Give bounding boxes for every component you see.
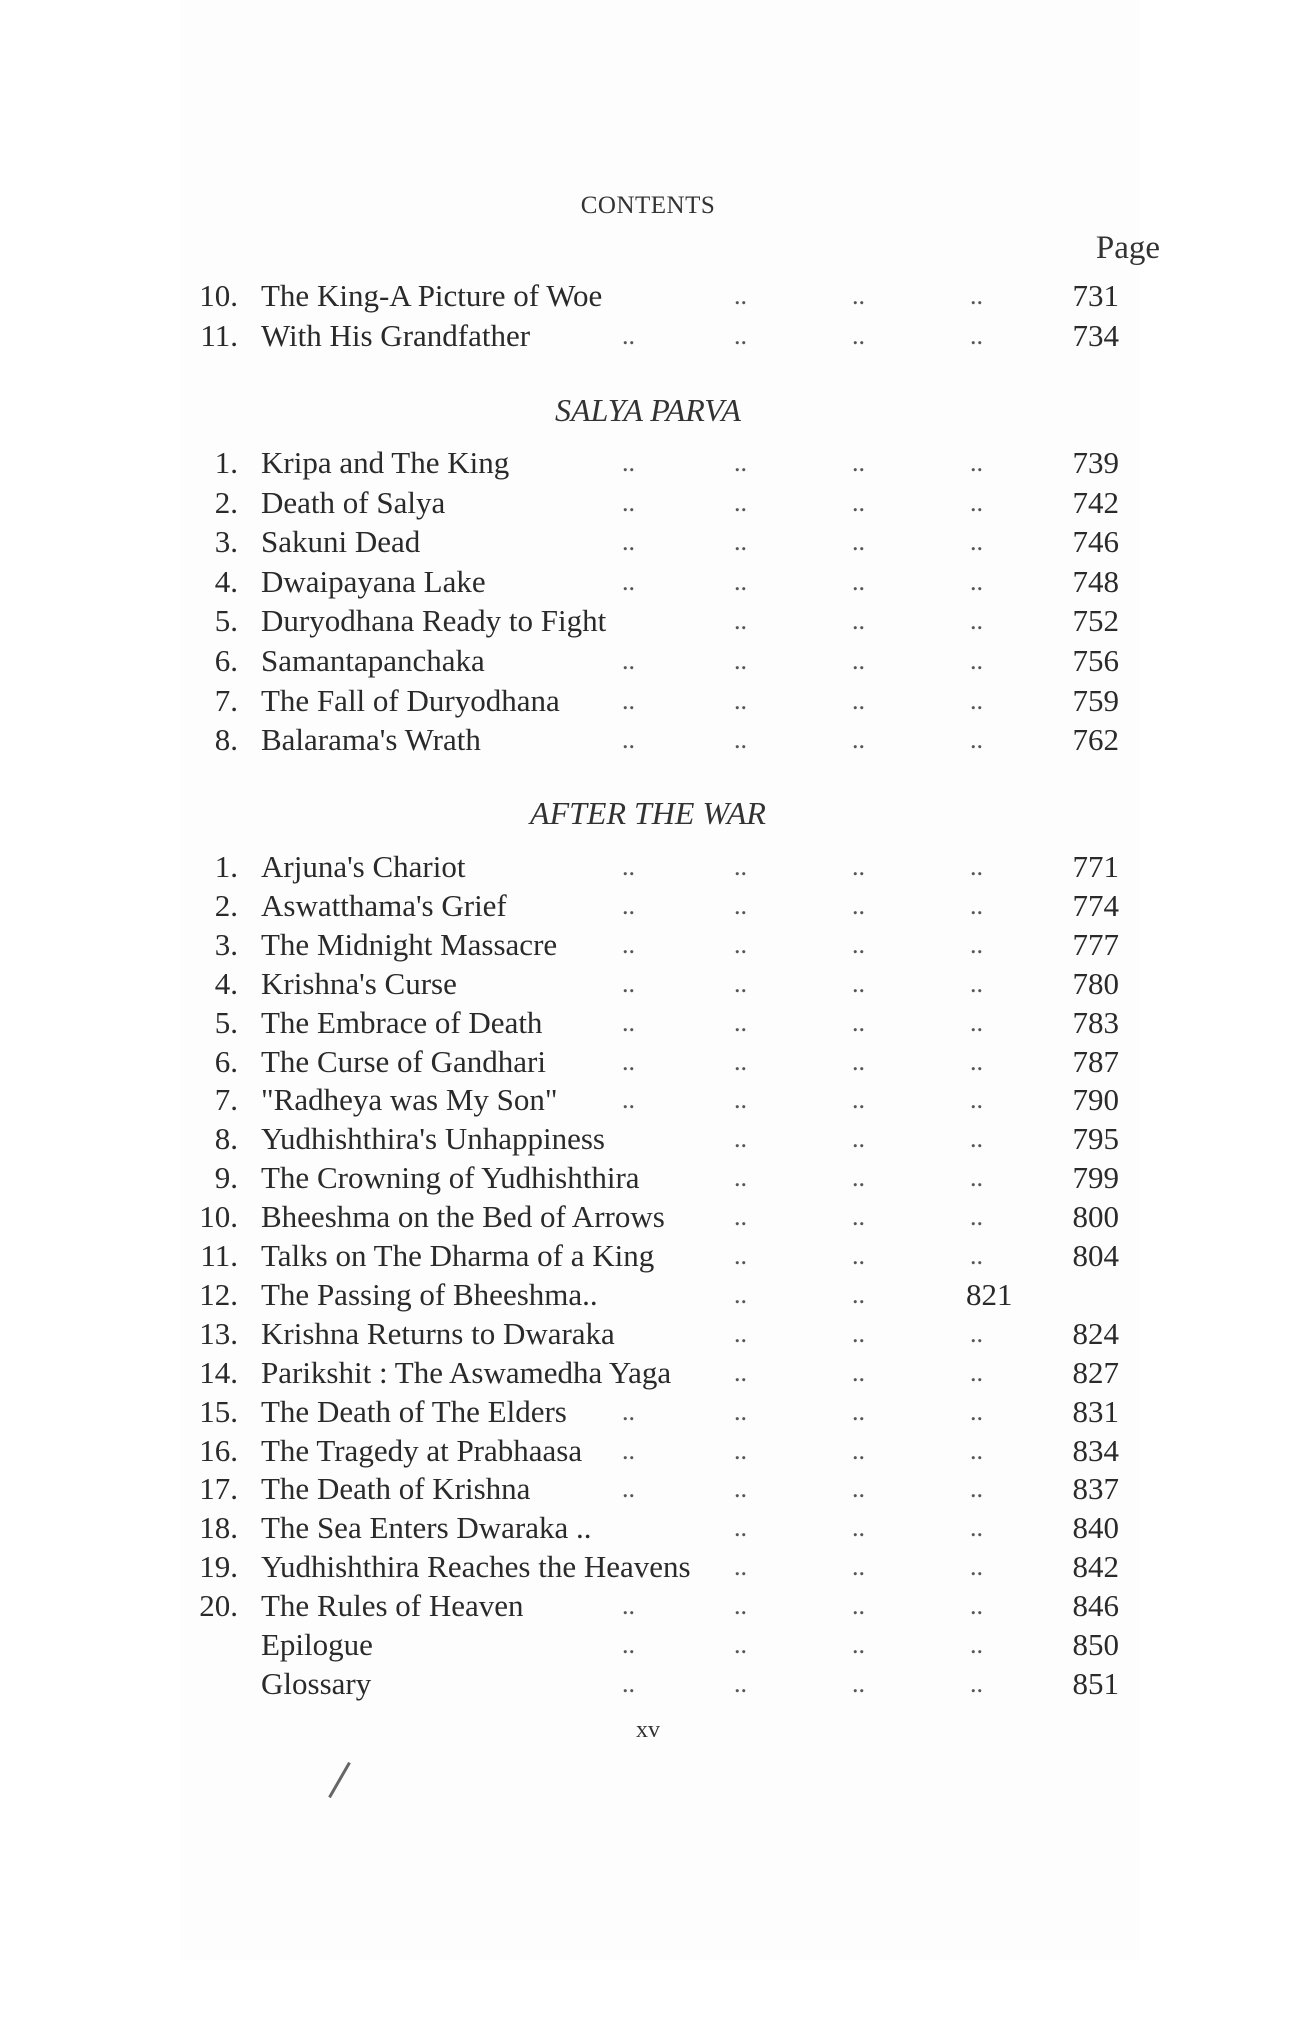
leader-dots: .. (622, 1591, 635, 1621)
entry-page: 780 (1072, 965, 1119, 1001)
entry-page: 790 (1072, 1082, 1119, 1118)
entry-title: The Fall of Duryodhana (261, 682, 560, 718)
toc-entry (0, 1080, 1296, 1120)
leader-dots: .. (734, 1513, 747, 1543)
leader-dots: .. (970, 448, 983, 477)
leader-dots: .. (970, 1007, 983, 1037)
leader-dots: .. (734, 1591, 747, 1621)
leader-dots: .. (622, 1474, 635, 1504)
entry-title: The Death of The Elders (261, 1393, 567, 1429)
entry-page: 842 (1072, 1549, 1119, 1585)
entry-number: 3. (214, 524, 238, 560)
toc-entry (0, 1119, 1296, 1159)
entry-number: 1. (214, 445, 238, 480)
leader-dots: .. (852, 448, 865, 477)
toc-entry (0, 964, 1296, 1004)
leader-dots: .. (852, 1396, 865, 1426)
entry-number: 5. (214, 603, 238, 639)
leader-dots: .. (970, 1474, 983, 1504)
leader-dots: .. (622, 566, 635, 596)
entry-number: 20. (199, 1588, 238, 1624)
leader-dots: .. (734, 1396, 747, 1426)
toc-entry (0, 1158, 1296, 1198)
leader-dots: .. (734, 448, 747, 477)
leader-dots: .. (734, 852, 747, 881)
leader-dots: .. (970, 1435, 983, 1465)
entry-number: 10. (199, 278, 238, 313)
entry-page: 748 (1072, 563, 1119, 599)
leader-dots: .. (734, 606, 747, 636)
leader-dots: .. (734, 1279, 747, 1309)
entry-number: 4. (214, 563, 238, 599)
entry-title: Epilogue (261, 1627, 373, 1662)
leader-dots: .. (734, 1046, 747, 1076)
leader-dots: .. (852, 1241, 865, 1270)
toc-entry (0, 1586, 1296, 1626)
entry-page: 787 (1072, 1043, 1119, 1079)
entry-title: Aswatthama's Grief (261, 887, 507, 923)
leader-dots: .. (622, 725, 635, 755)
entry-number: 11. (200, 1238, 238, 1273)
entry-page: 840 (1072, 1510, 1119, 1546)
entry-title: The Rules of Heaven (261, 1588, 524, 1624)
entry-page: 771 (1072, 849, 1119, 884)
leader-dots: .. (970, 1591, 983, 1621)
entry-page: 799 (1072, 1160, 1119, 1196)
toc-entry (0, 601, 1296, 641)
entry-page: 783 (1072, 1004, 1119, 1040)
leader-dots: .. (622, 890, 635, 920)
toc-entry (0, 925, 1296, 965)
toc-entry (0, 483, 1296, 523)
toc-entry (0, 1275, 1296, 1315)
leader-dots: .. (970, 852, 983, 881)
leader-dots: .. (622, 1046, 635, 1076)
toc-entry (0, 1353, 1296, 1393)
leader-dots: .. (734, 1124, 747, 1154)
leader-dots: .. (970, 1124, 983, 1154)
leader-dots: .. (622, 1630, 635, 1659)
leader-dots: .. (622, 1435, 635, 1465)
leader-dots: .. (970, 1163, 983, 1193)
leader-dots: .. (734, 725, 747, 755)
leader-dots: .. (622, 1396, 635, 1426)
leader-dots: .. (970, 929, 983, 959)
leader-dots: .. (734, 1552, 747, 1582)
toc-entry (0, 276, 1296, 316)
leader-dots: .. (734, 929, 747, 959)
leader-dots: .. (734, 566, 747, 596)
entry-number: 8. (214, 1121, 238, 1157)
entry-page: 850 (1072, 1627, 1119, 1662)
entry-title: Dwaipayana Lake (261, 563, 486, 599)
entry-page: 777 (1072, 926, 1119, 962)
toc-entry (0, 562, 1296, 602)
leader-dots: .. (622, 646, 635, 675)
leader-dots: .. (970, 321, 983, 350)
leader-dots: .. (852, 1202, 865, 1232)
entry-page: 731 (1072, 278, 1119, 313)
toc-entry (0, 1197, 1296, 1237)
leader-dots: .. (852, 281, 865, 310)
toc-entry (0, 641, 1296, 681)
entry-title: The Death of Krishna (261, 1471, 531, 1507)
toc-entry (0, 720, 1296, 760)
leader-dots: .. (734, 1007, 747, 1037)
entry-number: 9. (214, 1160, 238, 1196)
entry-title: Krishna Returns to Dwaraka (261, 1315, 615, 1351)
entry-title: Parikshit : The Aswamedha Yaga (261, 1354, 672, 1390)
entry-title: With His Grandfather (261, 318, 531, 353)
entry-number: 7. (214, 682, 238, 718)
leader-dots: .. (734, 1474, 747, 1504)
leader-dots: .. (734, 1357, 747, 1387)
toc-entry (0, 316, 1296, 356)
leader-dots: .. (852, 685, 865, 715)
leader-dots: .. (622, 1668, 635, 1698)
entry-number: 14. (199, 1354, 238, 1390)
leader-dots: .. (970, 1085, 983, 1115)
leader-dots: .. (970, 1552, 983, 1582)
entry-number: 17. (199, 1471, 238, 1507)
leader-dots: .. (622, 1007, 635, 1037)
entry-page: 827 (1072, 1354, 1119, 1390)
entry-number: 19. (199, 1549, 238, 1585)
leader-dots: .. (970, 1357, 983, 1387)
leader-dots: .. (622, 968, 635, 998)
entry-title: "Radheya was My Son" (261, 1082, 558, 1118)
leader-dots: .. (734, 527, 747, 557)
leader-dots: .. (852, 487, 865, 517)
leader-dots: .. (970, 487, 983, 517)
entry-title: Krishna's Curse (261, 965, 457, 1001)
entry-page: 824 (1072, 1315, 1119, 1351)
leader-dots: .. (852, 852, 865, 881)
entry-title: The Crowning of Yudhishthira (261, 1160, 640, 1196)
leader-dots: .. (734, 1163, 747, 1193)
leader-dots: .. (734, 487, 747, 517)
leader-dots: .. (852, 1357, 865, 1387)
leader-dots: .. (734, 1435, 747, 1465)
entry-page: 846 (1072, 1588, 1119, 1624)
entry-page: 742 (1072, 484, 1119, 520)
entry-title: The Midnight Massacre (261, 926, 558, 962)
entry-number: 4. (214, 965, 238, 1001)
leader-dots: .. (852, 1474, 865, 1504)
leader-dots: .. (734, 321, 747, 350)
salya-parva-heading: SALYA PARVA (555, 392, 741, 428)
leader-dots: .. (734, 1630, 747, 1659)
toc-entry (0, 1392, 1296, 1432)
toc-entry (0, 681, 1296, 721)
entry-number: 15. (199, 1393, 238, 1429)
entry-title: The Embrace of Death (261, 1004, 543, 1040)
toc-entry (0, 1469, 1296, 1509)
entry-page: 800 (1072, 1199, 1119, 1235)
entry-title: Death of Salya (261, 484, 446, 520)
toc-entry (0, 1431, 1296, 1471)
leader-dots: .. (852, 1435, 865, 1465)
after-the-war-heading: AFTER THE WAR (530, 795, 766, 831)
leader-dots: .. (970, 1396, 983, 1426)
entry-title: Yudhishthira Reaches the Heavens (261, 1549, 691, 1585)
entry-title: The King-A Picture of Woe (261, 278, 603, 313)
leader-dots: .. (852, 1085, 865, 1115)
entry-title: Yudhishthira's Unhappiness (261, 1121, 605, 1157)
toc-entry (0, 847, 1296, 887)
entry-number: 10. (199, 1199, 238, 1235)
leader-dots: .. (970, 527, 983, 557)
page-column-label: Page (1095, 230, 1160, 266)
contents-header: CONTENTS (580, 192, 716, 219)
entry-page: 762 (1072, 722, 1119, 758)
leader-dots: .. (852, 321, 865, 350)
entry-number: 13. (199, 1315, 238, 1351)
entry-page: 795 (1072, 1121, 1119, 1157)
entry-title: Arjuna's Chariot (261, 849, 466, 884)
leader-dots: .. (622, 448, 635, 477)
toc-entry (0, 1508, 1296, 1548)
leader-dots: .. (734, 1241, 747, 1270)
leader-dots: .. (970, 1630, 983, 1659)
leader-dots: .. (970, 725, 983, 755)
entry-page: 831 (1072, 1393, 1119, 1429)
toc-entry (0, 1003, 1296, 1043)
entry-page: 752 (1072, 603, 1119, 639)
entry-title: Talks on The Dharma of a King (261, 1238, 655, 1273)
leader-dots: .. (622, 1085, 635, 1115)
leader-dots: .. (734, 1318, 747, 1348)
leader-dots: .. (970, 1241, 983, 1270)
entry-number: 7. (214, 1082, 238, 1118)
leader-dots: .. (852, 606, 865, 636)
leader-dots: .. (734, 1668, 747, 1698)
leader-dots: .. (970, 1046, 983, 1076)
leader-dots: .. (970, 606, 983, 636)
leader-dots: .. (970, 890, 983, 920)
leader-dots: .. (852, 646, 865, 675)
entry-number: 6. (214, 1043, 238, 1079)
leader-dots: .. (734, 1085, 747, 1115)
toc-entry (0, 522, 1296, 562)
entry-page: 774 (1072, 887, 1119, 923)
toc-entry (0, 886, 1296, 926)
leader-dots: .. (852, 1124, 865, 1154)
leader-dots: .. (852, 890, 865, 920)
entry-title: The Tragedy at Prabhaasa (261, 1432, 583, 1468)
leader-dots: .. (970, 281, 983, 310)
entry-title: Sakuni Dead (261, 524, 421, 560)
entry-number: 6. (214, 643, 238, 678)
leader-dots: .. (622, 852, 635, 881)
entry-page: 756 (1072, 643, 1119, 678)
leader-dots: .. (852, 968, 865, 998)
leader-dots: .. (852, 1163, 865, 1193)
leader-dots: .. (734, 1202, 747, 1232)
leader-dots: .. (622, 527, 635, 557)
entry-page: 804 (1072, 1238, 1119, 1273)
entry-number: 3. (214, 926, 238, 962)
entry-number: 8. (214, 722, 238, 758)
leader-dots: .. (970, 1318, 983, 1348)
leader-dots: .. (852, 1513, 865, 1543)
toc-entry (0, 1547, 1296, 1587)
entry-title: The Passing of Bheeshma.. (261, 1276, 598, 1312)
entry-number: 5. (214, 1004, 238, 1040)
toc-entry (0, 1236, 1296, 1276)
leader-dots: .. (852, 527, 865, 557)
page-number-footer: xv (636, 1717, 660, 1743)
entry-title: Samantapanchaka (261, 643, 485, 678)
leader-dots: .. (970, 1202, 983, 1232)
toc-entry (0, 443, 1296, 483)
toc-entry (0, 1042, 1296, 1082)
entry-number: 2. (214, 484, 238, 520)
entry-page: 834 (1072, 1432, 1119, 1468)
toc-entry (0, 1625, 1296, 1665)
leader-dots: .. (734, 646, 747, 675)
leader-dots: .. (852, 929, 865, 959)
entry-page: 851 (1072, 1665, 1119, 1701)
leader-dots: .. (852, 1007, 865, 1037)
entry-page: 734 (1072, 318, 1119, 353)
leader-dots: .. (970, 968, 983, 998)
leader-dots: .. (852, 725, 865, 755)
leader-dots: .. (734, 685, 747, 715)
entry-page: 746 (1072, 524, 1119, 560)
leader-dots: .. (852, 1552, 865, 1582)
leader-dots: .. (622, 487, 635, 517)
leader-dots: .. (970, 685, 983, 715)
entry-title: Duryodhana Ready to Fight (261, 603, 607, 639)
toc-entry (0, 1664, 1296, 1704)
toc-entry (0, 1314, 1296, 1354)
leader-dots: .. (852, 566, 865, 596)
leader-dots: .. (622, 685, 635, 715)
leader-dots: .. (852, 1591, 865, 1621)
leader-dots: .. (970, 646, 983, 675)
entry-title: Balarama's Wrath (261, 722, 481, 758)
leader-dots: .. (852, 1630, 865, 1659)
leader-dots: .. (970, 1513, 983, 1543)
entry-title: The Curse of Gandhari (261, 1043, 546, 1079)
leader-dots: .. (970, 566, 983, 596)
leader-dots: .. (622, 929, 635, 959)
leader-dots: .. (734, 968, 747, 998)
leader-dots: .. (622, 321, 635, 350)
entry-page: 739 (1072, 445, 1119, 480)
leader-dots: .. (970, 1668, 983, 1698)
entry-number: 2. (214, 887, 238, 923)
leader-dots: .. (852, 1318, 865, 1348)
entry-number: 11. (200, 318, 238, 353)
leader-dots: .. (852, 1668, 865, 1698)
leader-dots: .. (852, 1279, 865, 1309)
entry-title: Bheeshma on the Bed of Arrows (261, 1199, 665, 1235)
leader-dots: .. (734, 890, 747, 920)
entry-page: 821 (966, 1276, 1013, 1312)
entry-number: 16. (199, 1432, 238, 1468)
entry-page: 759 (1072, 682, 1119, 718)
leader-dots: .. (852, 1046, 865, 1076)
entry-number: 18. (199, 1510, 238, 1546)
entry-number: 1. (214, 849, 238, 884)
entry-title: The Sea Enters Dwaraka .. (261, 1510, 592, 1546)
entry-number: 12. (199, 1276, 238, 1312)
entry-title: Kripa and The King (261, 445, 510, 480)
entry-page: 837 (1072, 1471, 1119, 1507)
leader-dots: .. (734, 281, 747, 310)
entry-title: Glossary (261, 1665, 372, 1701)
